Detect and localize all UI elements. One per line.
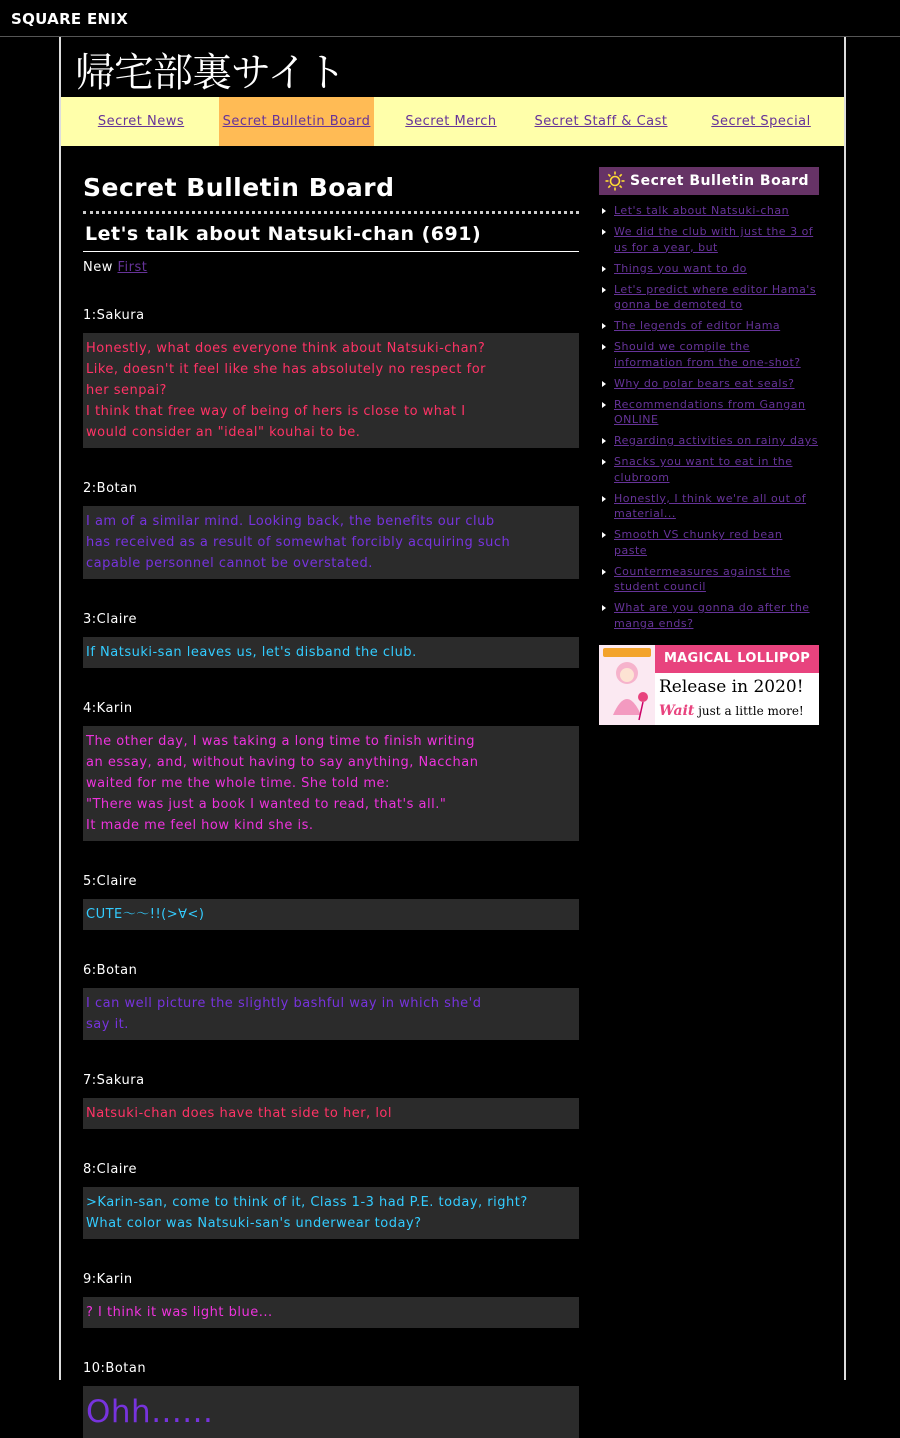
main-content — [83, 167, 579, 1438]
nav-secret-special[interactable]: Secret Special — [711, 114, 811, 129]
sidebar-thread-item — [599, 224, 819, 255]
sidebar-thread-item — [599, 261, 819, 277]
site-logo[interactable] — [61, 37, 844, 97]
post-header: 10:Botan — [83, 1361, 147, 1376]
sidebar-thread-item — [599, 600, 819, 631]
top-bar — [0, 0, 900, 37]
thread-link[interactable]: Honestly, I think we're all out of material... — [614, 491, 807, 520]
thread-link[interactable]: Things you want to do — [614, 261, 747, 275]
nav-secret-merch[interactable]: Secret Merch — [405, 114, 497, 129]
banner-title: MAGICAL LOLLIPOP — [655, 645, 819, 673]
banner-wait-rest: just a little more! — [698, 704, 804, 718]
page-title: Secret Bulletin Board — [83, 173, 395, 202]
thread-link[interactable]: Smooth VS chunky red bean paste — [614, 528, 783, 557]
sidebar-thread-item — [599, 433, 819, 449]
divider-dotted — [83, 211, 579, 214]
post — [83, 874, 579, 930]
post-header: 9:Karin — [83, 1272, 133, 1287]
post — [83, 1073, 579, 1129]
post-header: 7:Sakura — [83, 1073, 145, 1088]
thread-link[interactable]: Recommendations from Gangan ONLINE — [614, 397, 806, 426]
post-header: 1:Sakura — [83, 308, 145, 323]
post-header: 8:Claire — [83, 1162, 137, 1177]
sidebar-thread-item — [599, 376, 819, 392]
post-body: I can well picture the slightly bashful way in which she'd say it. — [83, 988, 579, 1040]
post — [83, 1272, 579, 1328]
divider-line — [83, 251, 579, 252]
sidebar-thread-item — [599, 491, 819, 522]
thread-title: Let's talk about Natsuki-chan (691) — [85, 223, 482, 245]
thread-link[interactable]: The legends of editor Hama — [614, 319, 781, 332]
thread-link[interactable]: Regarding activities on rainy days — [614, 434, 819, 447]
post-list — [83, 308, 579, 1438]
post — [83, 308, 579, 448]
magical-lollipop-banner[interactable] — [599, 645, 819, 725]
site-logo-text: 帰宅部裏サイト — [75, 50, 346, 96]
sidebar-thread-item — [599, 454, 819, 485]
post — [83, 612, 579, 668]
sidebar-thread-item — [599, 527, 819, 558]
thread-nav — [83, 260, 579, 275]
post-body: Honestly, what does everyone think about Natsuki-chan? Like, doesn't it feel like she has absolutely no respect for her senpai? I think that free way of being of hers is close to what I would consider an "ideal" kouhai to be. — [83, 333, 579, 448]
first-link[interactable]: First — [117, 260, 148, 275]
sidebar-thread-list — [599, 203, 819, 631]
post — [83, 701, 579, 841]
thread-link[interactable]: Should we compile the information from the one-shot? — [614, 340, 801, 369]
thread-link[interactable]: Let's talk about Natsuki-chan — [614, 204, 790, 217]
post-header: 2:Botan — [83, 481, 138, 496]
sidebar-heading — [599, 167, 819, 195]
sun-icon — [605, 171, 625, 191]
thread-link[interactable]: We did the club with just the 3 of us for a year, but — [614, 225, 814, 254]
post-body: Ohh...... — [83, 1386, 579, 1438]
post-body: >Karin-san, come to think of it, Class 1-3 had P.E. today, right? What color was Natsuki-san's underwear today? — [83, 1187, 579, 1239]
nav-secret-bulletin-board[interactable]: Secret Bulletin Board — [219, 97, 374, 146]
post-header: 6:Botan — [83, 963, 138, 978]
banner-wait-word: Wait — [659, 703, 695, 719]
sidebar-thread-item — [599, 318, 819, 334]
thread-link[interactable]: Snacks you want to eat in the clubroom — [614, 455, 793, 484]
nav-secret-staff-cast[interactable]: Secret Staff & Cast — [534, 114, 668, 129]
post-header: 5:Claire — [83, 874, 137, 889]
page-frame — [59, 37, 846, 1430]
post — [83, 963, 579, 1040]
banner-release: Release in 2020! — [659, 677, 804, 697]
nav-secret-news[interactable]: Secret News — [97, 114, 185, 129]
post — [83, 481, 579, 579]
sidebar-heading-text: Secret Bulletin Board — [630, 173, 810, 189]
anime-character-art — [599, 645, 655, 725]
banner-wait — [659, 703, 804, 719]
thread-link[interactable]: Countermeasures against the student council — [614, 564, 791, 593]
new-label: New — [83, 260, 113, 275]
post-body: ? I think it was light blue... — [83, 1297, 579, 1328]
thread-link[interactable]: Let's predict where editor Hama's gonna be demoted to — [614, 282, 817, 311]
sidebar-thread-item — [599, 564, 819, 595]
square-enix-logo[interactable]: SQUARE ENIX — [11, 10, 129, 28]
post-body: The other day, I was taking a long time to finish writing an essay, and, without having to say anything, Nacchan waited for me the whole time. She told me: "There was just a book I wanted to read, that's all." It made me feel how kind she is. — [83, 726, 579, 841]
sidebar-thread-item — [599, 339, 819, 370]
sidebar-thread-item — [599, 397, 819, 428]
post-body: If Natsuki-san leaves us, let's disband the club. — [83, 637, 579, 668]
post-header: 4:Karin — [83, 701, 133, 716]
main-nav — [61, 97, 844, 146]
thread-link[interactable]: What are you gonna do after the manga ends? — [614, 601, 810, 630]
thread-link[interactable]: Why do polar bears eat seals? — [614, 376, 795, 390]
sidebar-thread-item — [599, 203, 819, 219]
post-body: CUTE～～!!(>∀<) — [83, 899, 579, 930]
post-header: 3:Claire — [83, 612, 137, 627]
sidebar — [599, 167, 819, 725]
post-body: I am of a similar mind. Looking back, the benefits our club has received as a result of somewhat forcibly acquiring such capable personnel cannot be overstated. — [83, 506, 579, 579]
post — [83, 1162, 579, 1239]
post-body: Natsuki-chan does have that side to her, lol — [83, 1098, 579, 1129]
post — [83, 1361, 579, 1438]
sidebar-thread-item — [599, 282, 819, 313]
